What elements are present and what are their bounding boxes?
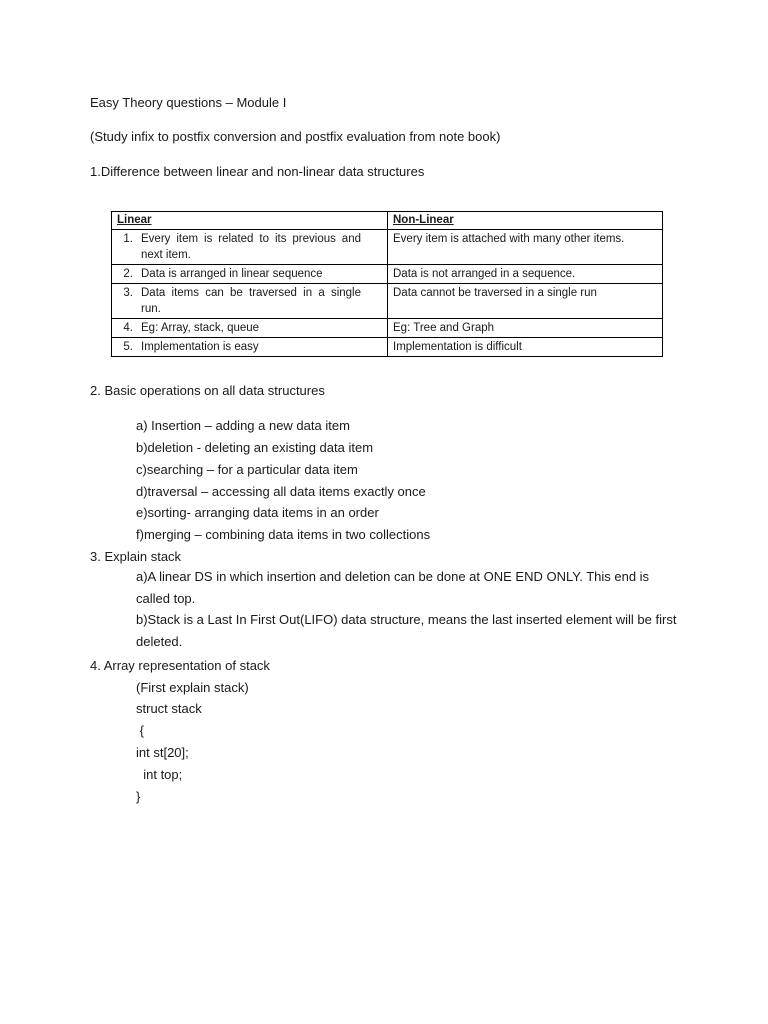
table-row (112, 230, 663, 265)
linear-cell (112, 284, 388, 319)
list-item: d)traversal – accessing all data items exactly once (136, 484, 426, 499)
linear-cell (112, 319, 388, 338)
row-number: 4. (123, 322, 133, 334)
linear-text: Eg: Array, stack, queue (141, 322, 260, 334)
non-linear-cell: Every item is attached with many other items. (388, 230, 663, 265)
row-number: 1. (123, 233, 133, 245)
linear-text: Implementation is easy (141, 341, 259, 353)
list-item: f)merging – combining data items in two collections (136, 527, 431, 542)
list-item: a) Insertion – adding a new data item (136, 418, 350, 433)
table-row (112, 319, 663, 338)
study-note: (Study infix to postfix conversion and postfix evaluation from note book) (90, 129, 501, 144)
table-row (112, 284, 663, 319)
stack-definition-b: b)Stack is a Last In First Out(LIFO) data structure, means the last inserted element will be first deleted. (136, 612, 677, 649)
list-item: b)deletion - deleting an existing data item (136, 440, 374, 455)
table-row (112, 265, 663, 284)
linear-text: Data is arranged in linear sequence (141, 268, 323, 280)
row-number: 2. (123, 268, 133, 280)
question-1-heading: 1.Difference between linear and non-linear data structures (90, 164, 425, 179)
header-non-linear: Non-Linear (388, 212, 663, 230)
non-linear-cell: Eg: Tree and Graph (388, 319, 663, 338)
code-line: int top; (136, 767, 183, 782)
linear-cell (112, 265, 388, 284)
header-linear: Linear (112, 212, 388, 230)
code-line: { (136, 723, 144, 738)
code-line: } (136, 789, 141, 804)
code-line: struct stack (136, 701, 202, 716)
question-2-heading: 2. Basic operations on all data structures (90, 383, 325, 398)
linear-text: Data items can be traversed in a single run. (141, 287, 361, 315)
question-4-heading: 4. Array representation of stack (90, 658, 270, 673)
non-linear-cell: Data cannot be traversed in a single run (388, 284, 663, 319)
non-linear-cell: Data is not arranged in a sequence. (388, 265, 663, 284)
code-line: (First explain stack) (136, 680, 249, 695)
table-row (112, 338, 663, 357)
list-item: c)searching – for a particular data item (136, 462, 358, 477)
table-header-row (112, 212, 663, 230)
list-item: e)sorting- arranging data items in an order (136, 505, 379, 520)
document-title: Easy Theory questions – Module I (90, 95, 287, 110)
linear-cell (112, 338, 388, 357)
linear-text: Every item is related to its previous and next item. (141, 233, 361, 261)
linear-cell (112, 230, 388, 265)
question-3-heading: 3. Explain stack (90, 549, 182, 564)
stack-definition-a: a)A linear DS in which insertion and deletion can be done at ONE END ONLY. This end is called top. (136, 569, 650, 606)
non-linear-cell: Implementation is difficult (388, 338, 663, 357)
comparison-table (111, 211, 663, 357)
row-number: 5. (123, 341, 133, 353)
code-line: int st[20]; (136, 745, 189, 760)
row-number: 3. (123, 287, 133, 299)
